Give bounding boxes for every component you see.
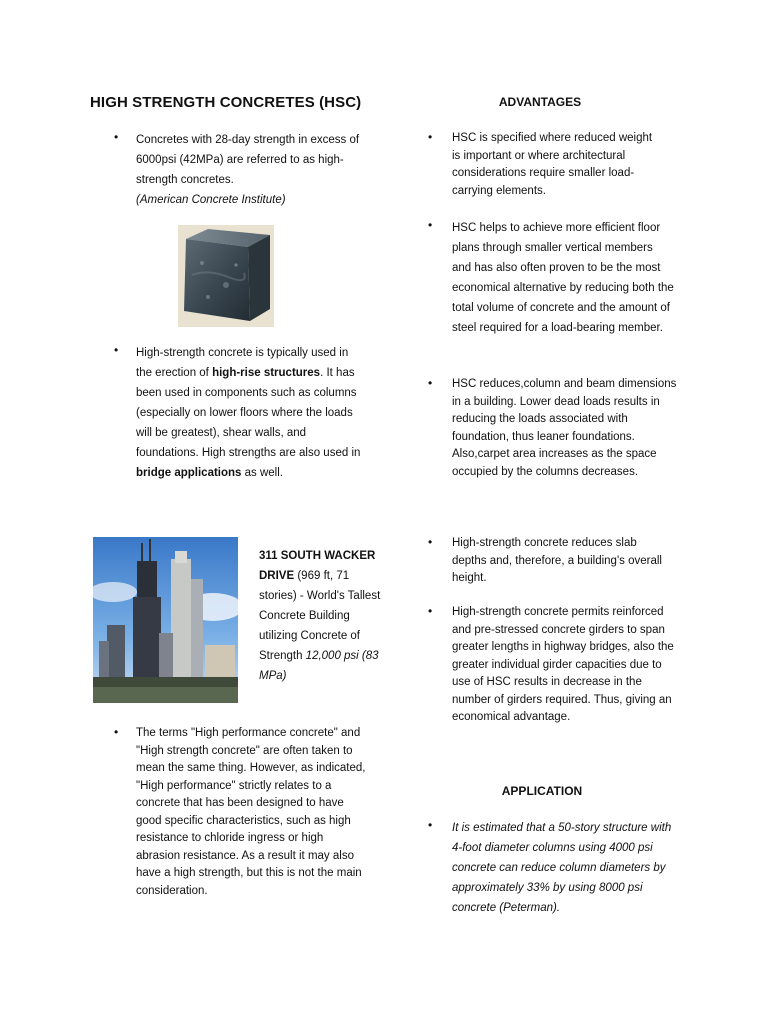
bullet-marker: • xyxy=(428,535,433,549)
bullet-marker: • xyxy=(428,376,433,390)
bullet-marker: • xyxy=(114,725,119,739)
bullet-marker: • xyxy=(114,130,119,144)
hpc-paragraph: The terms "High performance concrete" and "High strength concrete" are often taken to mean the same thing. However, as indicated, "High performance" strictly relates to a concrete that has been designed to have good specific characteristics, such as high resistance to chloride ingress or high abrasion resistance. As a result it may also have a high strength, but this is not the main consideration. xyxy=(136,727,366,897)
building-name: 311 SOUTH WACKER DRIVE xyxy=(259,550,376,582)
skyline-icon xyxy=(93,537,238,703)
page-title: HIGH STRENGTH CONCRETES (HSC) xyxy=(90,94,362,111)
building-strength: 12,000 psi (83 MPa) xyxy=(259,650,379,682)
bullet-marker: • xyxy=(428,818,433,832)
bullet-marker: • xyxy=(428,218,433,232)
bullet-marker: • xyxy=(114,343,119,357)
building-caption: 311 SOUTH WACKER DRIVE (969 ft, 71 stories) - World's Tallest Concrete Building utilizing Concrete of Strength 12,000 psi (83 MPa) xyxy=(259,550,381,682)
definition-source: (American Concrete Institute) xyxy=(136,194,286,206)
concrete-cube-icon xyxy=(178,225,274,327)
high-rise-paragraph: High-strength concrete is typically used in the erection of high-rise structures. It has been used in components such as columns (especially on lower floors where the loads will be greatest), shear walls, and foundations. High strengths are also used in bridge applications as well. xyxy=(136,347,361,479)
application-text: It is estimated that a 50-story structure with 4-foot diameter columns using 4000 psi concrete can reduce column diameters by approximately 33% by using 8000 psi concrete (Peterman). xyxy=(452,822,672,914)
application-heading: APPLICATION xyxy=(501,784,583,798)
concrete-cube-photo xyxy=(178,225,274,327)
advantages-heading: ADVANTAGES xyxy=(498,95,582,109)
chicago-skyline-photo xyxy=(93,537,238,703)
bullet-marker: • xyxy=(428,130,433,144)
hsc-definition: Concretes with 28-day strength in excess of 6000psi (42MPa) are referred to as high-strength concretes. xyxy=(136,134,360,186)
bullet-marker: • xyxy=(428,604,433,618)
